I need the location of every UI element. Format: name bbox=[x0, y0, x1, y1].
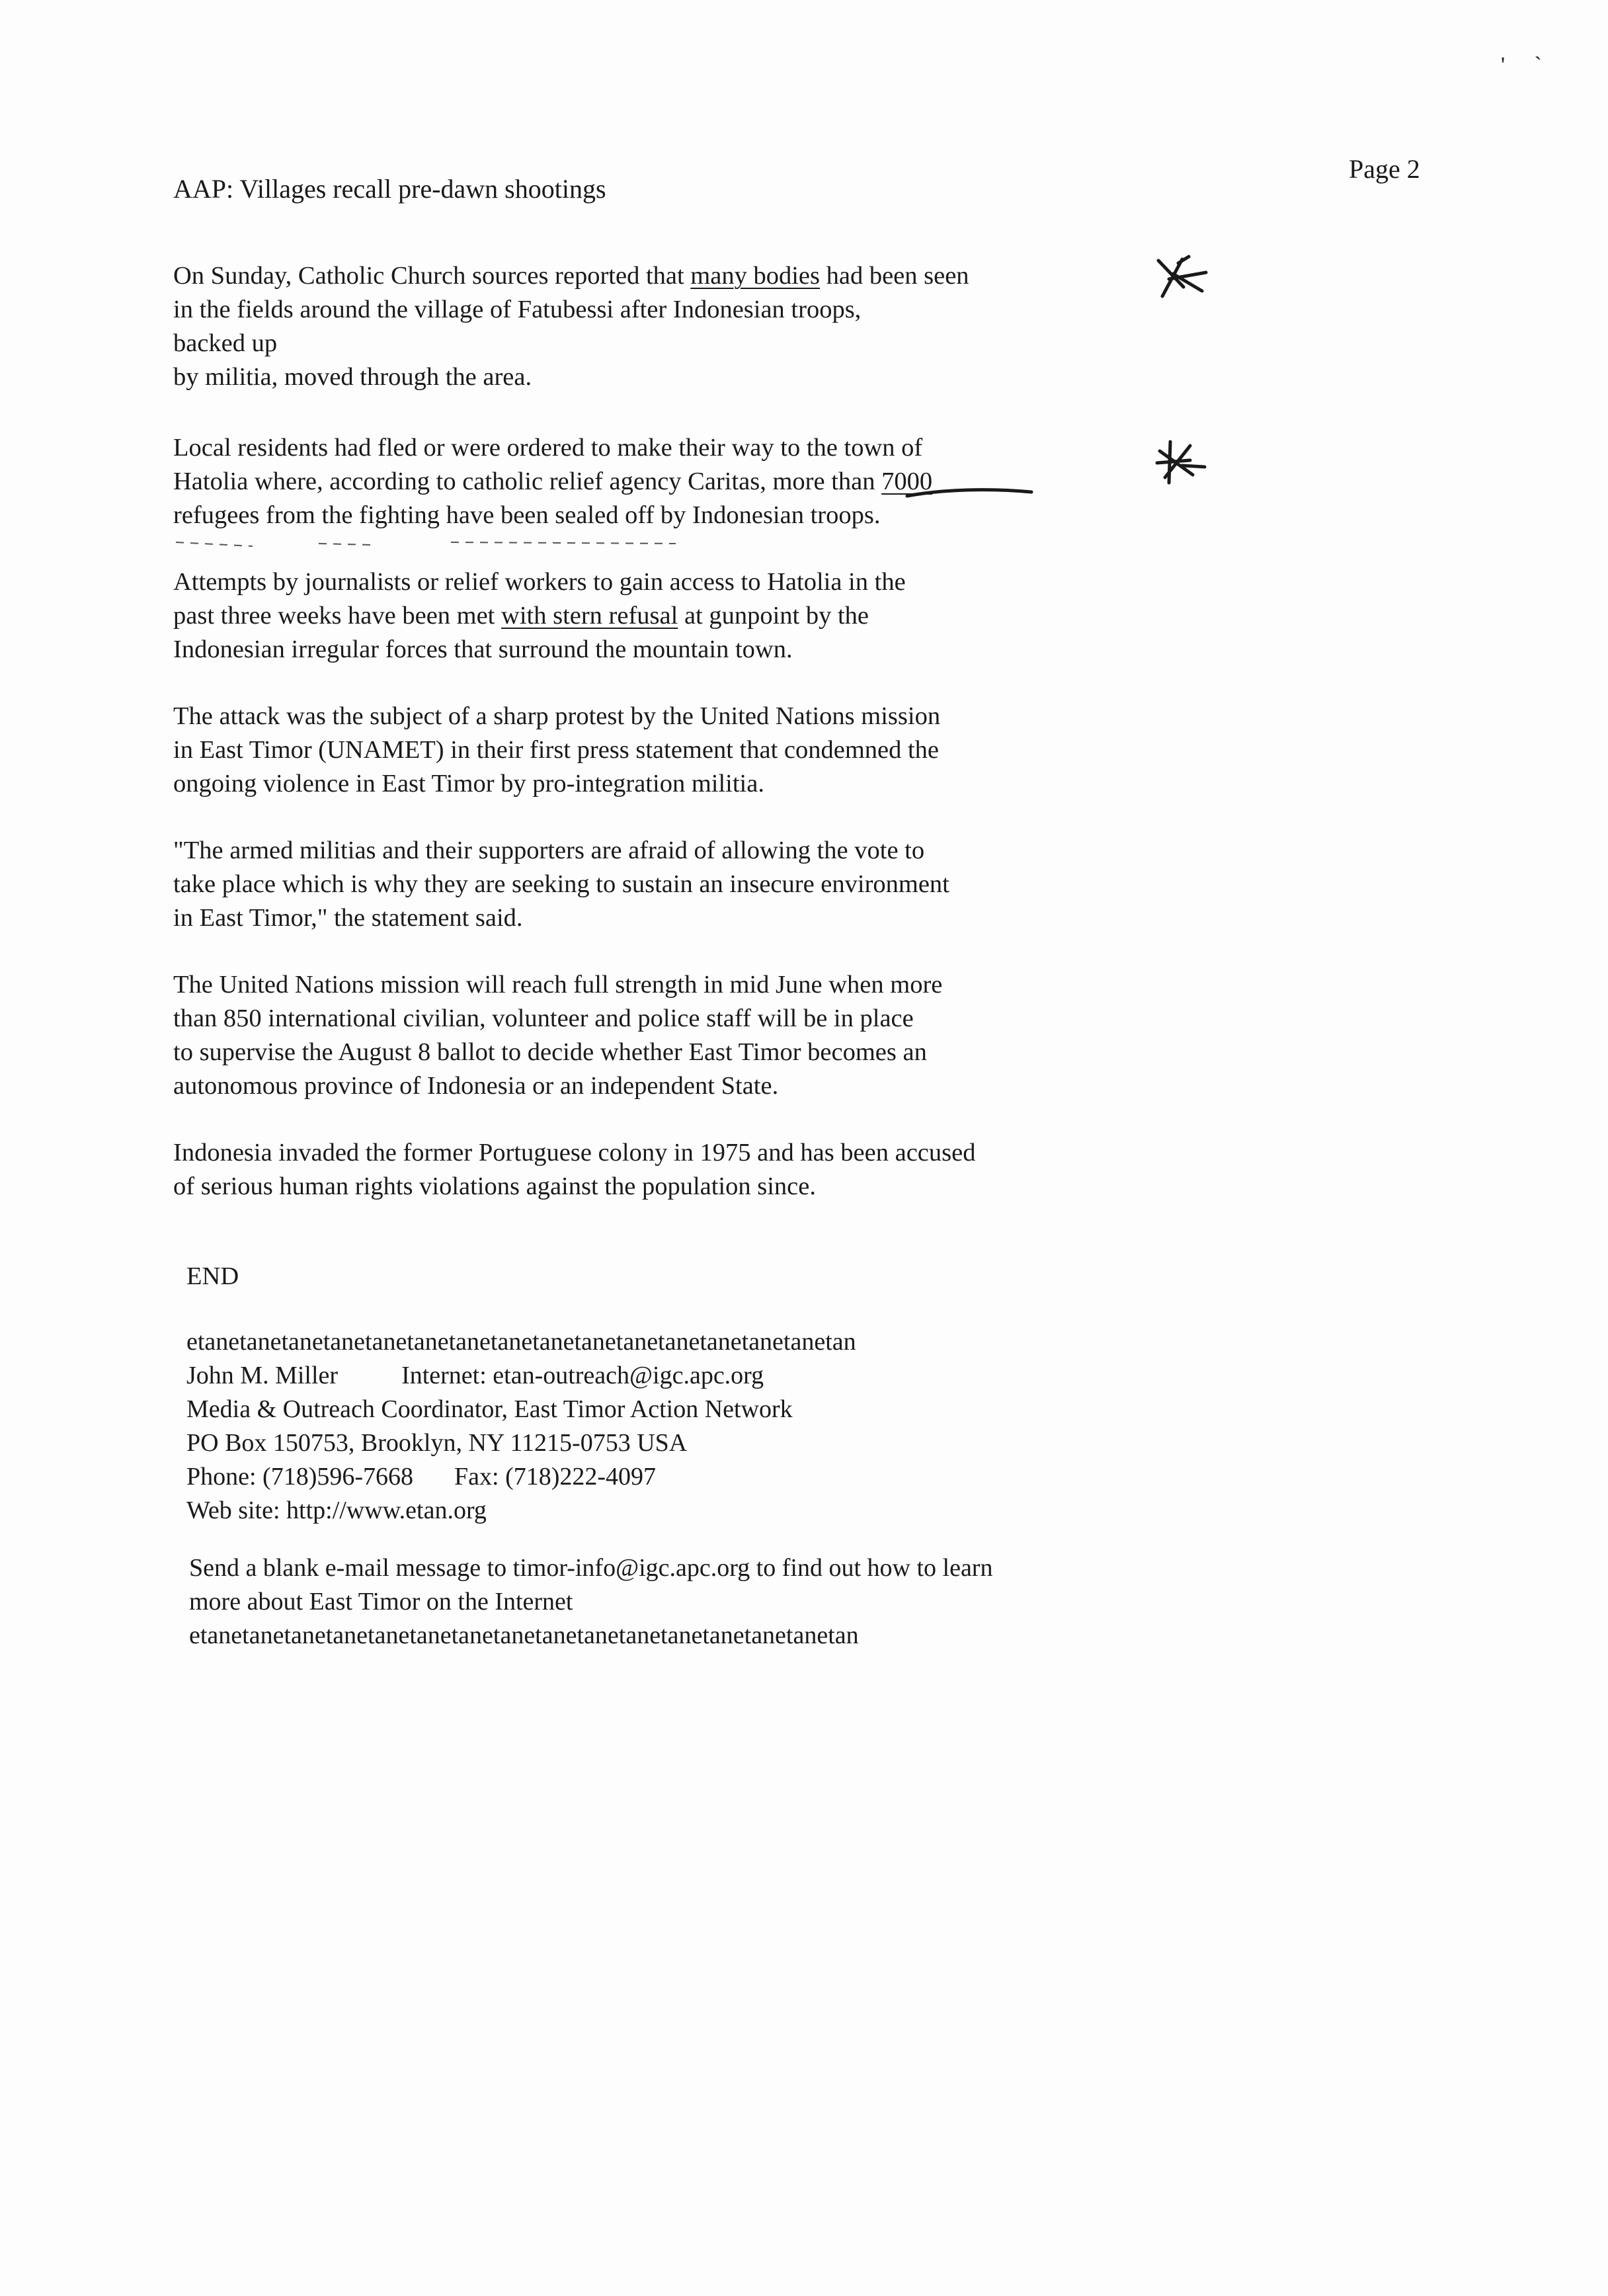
headline: AAP: Villages recall pre-dawn shootings bbox=[173, 174, 606, 204]
end-marker: END bbox=[186, 1262, 239, 1290]
paragraph bbox=[173, 1136, 1132, 1204]
paragraph bbox=[173, 259, 1132, 394]
corner-marks: ' ` bbox=[1501, 53, 1554, 77]
emphasis-stroke-icon bbox=[903, 484, 1035, 504]
contact-address: PO Box 150753, Brooklyn, NY 11215-0753 USA bbox=[186, 1429, 688, 1457]
contact-fax: Fax: (718)222-4097 bbox=[454, 1463, 657, 1491]
page-number: Page 2 bbox=[1349, 154, 1420, 184]
paragraph-text: Indonesia invaded the former Portuguese colony in 1975 and has been accused of serious human rights violations against the population since. bbox=[173, 1139, 976, 1200]
paragraph-text: On Sunday, Catholic Church sources reported that bbox=[173, 262, 691, 290]
contact-line bbox=[186, 1359, 1178, 1393]
underlined-phrase: many bodies bbox=[690, 262, 820, 290]
separator-line: etanetanetanetanetanetanetanetanetanetanetanetanetanetanetanetan bbox=[189, 1621, 859, 1649]
paragraph-text: refugees from the fighting have been sealed off by Indonesian troops. bbox=[173, 501, 881, 529]
contact-name: John M. Miller bbox=[186, 1362, 339, 1389]
contact-website[interactable]: Web site: http://www.etan.org bbox=[186, 1496, 487, 1524]
paragraph-text: Local residents had fled or were ordered to make their way to the town of Hatolia where, according to catholic relief agency Caritas, more than bbox=[173, 434, 923, 495]
article-body bbox=[173, 259, 1132, 1237]
separator-line: etanetanetanetanetanetanetanetanetanetanetanetanetanetanetanetan bbox=[186, 1328, 856, 1356]
paragraph bbox=[173, 565, 1132, 667]
contact-phone-line bbox=[186, 1460, 1178, 1494]
paragraph bbox=[173, 834, 1132, 935]
paragraph bbox=[173, 431, 1132, 532]
paragraph-text: "The armed militias and their supporters are afraid of allowing the vote to take place which is why they are seeking to sustain an insecure environment in East Timor," the statement said. bbox=[173, 837, 949, 932]
star-mark-icon bbox=[1149, 253, 1209, 306]
underlined-phrase: with stern refusal bbox=[501, 602, 678, 630]
contact-role: Media & Outreach Coordinator, East Timor Action Network bbox=[186, 1395, 793, 1423]
paragraph bbox=[173, 700, 1132, 801]
paragraph-text: had been seen in the fields around the village of Fatubessi after Indonesian troops, backed up by militia, moved through the area. bbox=[173, 262, 969, 391]
paragraph-text: Attempts by journalists or relief workers to gain access to Hatolia in the past three weeks have been met bbox=[173, 568, 906, 630]
scan-dash-mark bbox=[173, 537, 676, 550]
footer-line: Send a blank e-mail message to timor-info@igc.apc.org to find out how to learn bbox=[189, 1554, 993, 1582]
paragraph-text: The attack was the subject of a sharp protest by the United Nations mission in East Timor (UNAMET) in their first press statement that condemned the ongoing violence in East Timor by pro-integration militia. bbox=[173, 702, 941, 798]
paragraph bbox=[173, 968, 1132, 1103]
contact-phone: Phone: (718)596-7668 bbox=[186, 1463, 414, 1491]
contact-email[interactable]: Internet: etan-outreach@igc.apc.org bbox=[401, 1362, 764, 1389]
footer-block bbox=[189, 1551, 1181, 1653]
underlined-phrase: 7000 bbox=[881, 468, 933, 495]
paragraph-text: at gunpoint by the Indonesian irregular forces that surround the mountain town. bbox=[173, 602, 869, 663]
footer-line: more about East Timor on the Internet bbox=[189, 1588, 573, 1616]
paragraph-text: The United Nations mission will reach full strength in mid June when more than 850 international civilian, volunteer and police staff will be in place to supervise the August 8 ballot to decide whether East Timor becomes an autonomous province of Indonesia or an independent State. bbox=[173, 971, 943, 1100]
signature-block bbox=[186, 1325, 1178, 1528]
star-mark-icon bbox=[1150, 436, 1210, 489]
